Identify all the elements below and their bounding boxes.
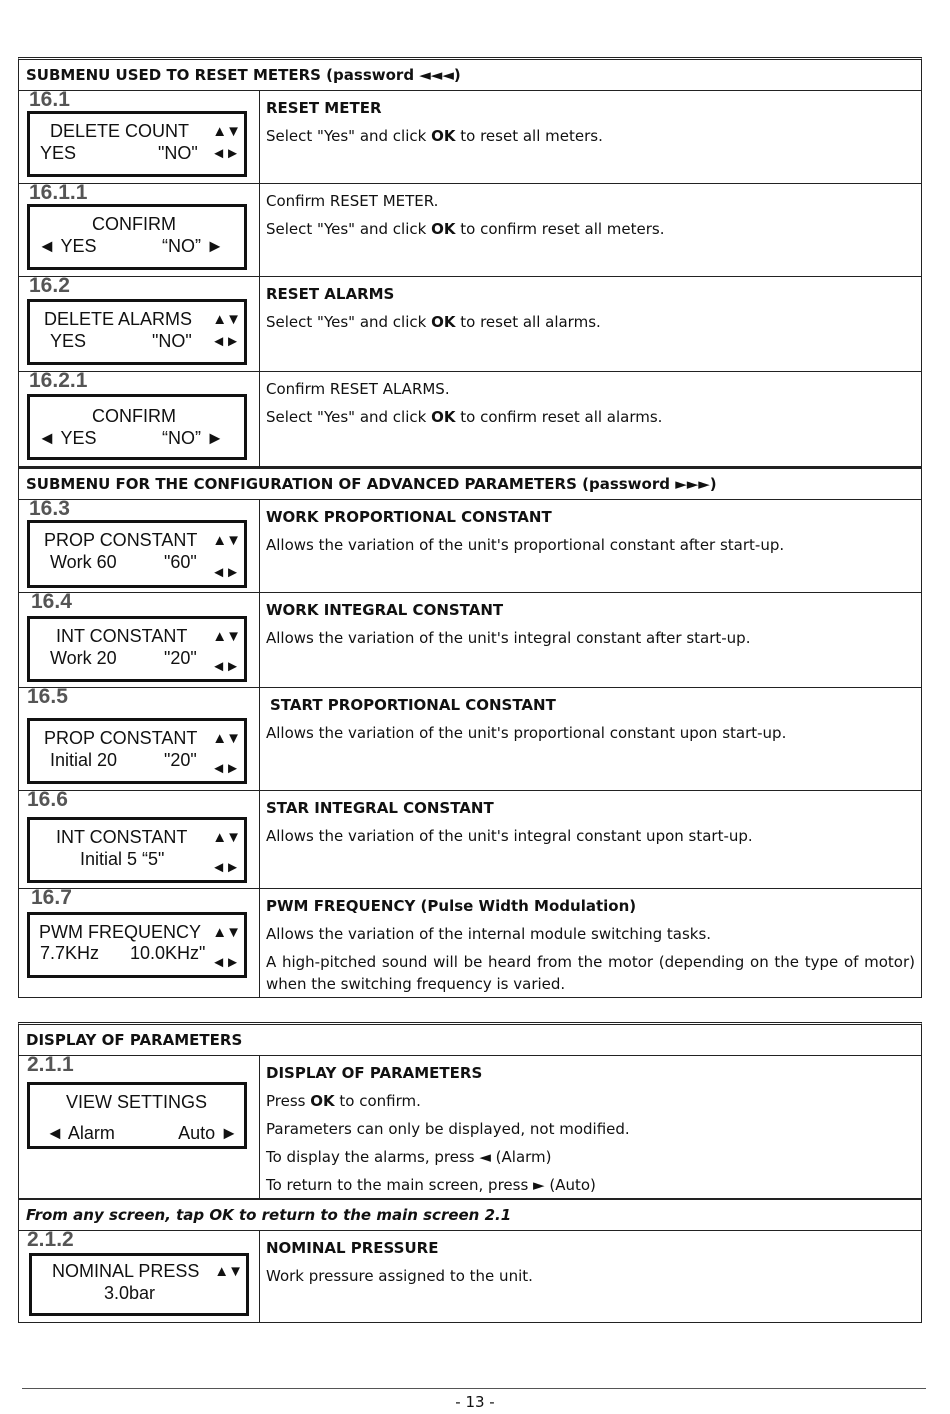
left-right-arrows-icon: ◄►	[211, 954, 239, 971]
lcd-value-left: Initial 5 “5"	[80, 849, 165, 869]
lcd-value: 3.0bar	[104, 1283, 156, 1303]
lcd-option-no: "NO"	[152, 331, 192, 351]
screen-number: 16.5	[27, 685, 68, 708]
lcd-line1: PROP CONSTANT	[44, 728, 198, 748]
row-title: WORK PROPORTIONAL CONSTANT	[266, 508, 552, 526]
menu-row-16-2	[19, 274, 921, 372]
row-title: NOMINAL PRESSURE	[266, 1239, 439, 1257]
lcd-value-right: "20"	[164, 750, 197, 770]
row-text: Select "Yes" and click OK to confirm reset all alarms.	[266, 408, 663, 426]
row-title: STAR INTEGRAL CONSTANT	[266, 799, 494, 817]
menu-row-16-5	[19, 685, 921, 791]
lcd-option-alarm: ◄ Alarm	[46, 1123, 115, 1143]
lcd-line1: DELETE COUNT	[50, 121, 190, 141]
lcd-line1: CONFIRM	[92, 214, 176, 234]
menu-row-2-1-1	[19, 1053, 921, 1199]
page-number: - 13 -	[455, 1393, 495, 1411]
lcd-line1: INT CONSTANT	[56, 626, 188, 646]
up-down-arrows-icon: ▲▼	[212, 311, 240, 328]
lcd-value-right: "20"	[164, 648, 197, 668]
footer-divider	[22, 1388, 926, 1389]
row-text: Allows the variation of the unit's proportional constant upon start-up.	[266, 724, 787, 742]
row-text: Select "Yes" and click OK to confirm reset all meters.	[266, 220, 665, 238]
row-text: Work pressure assigned to the unit.	[266, 1267, 533, 1285]
row-text: Parameters can only be displayed, not modified.	[266, 1120, 630, 1138]
lcd-option-yes: YES	[50, 331, 87, 351]
lcd-value-right: 10.0KHz"	[130, 943, 206, 963]
lcd-display	[29, 1253, 249, 1316]
up-down-arrows-icon: ▲▼	[212, 628, 240, 645]
display-parameters-table	[18, 1022, 922, 1323]
row-text: To display the alarms, press ◄ (Alarm)	[266, 1148, 552, 1166]
lcd-option-yes: ◄ YES	[38, 428, 97, 448]
reset-meters-table	[18, 57, 922, 998]
lcd-line1: NOMINAL PRESS	[52, 1261, 200, 1281]
menu-row-16-3	[19, 497, 921, 593]
left-right-arrows-icon: ◄►	[211, 658, 239, 675]
lcd-option-no: “NO” ►	[162, 428, 224, 448]
row-text: Allows the variation of the unit's proportional constant after start-up.	[266, 536, 785, 554]
lcd-option-no: “NO” ►	[162, 236, 224, 256]
lcd-line1: CONFIRM	[92, 406, 176, 426]
screen-number: 2.1.2	[27, 1228, 74, 1251]
advanced-section-header: SUBMENU FOR THE CONFIGURATION OF ADVANCED PARAMETERS (password ►►►)	[19, 467, 921, 500]
reset-section-header: SUBMENU USED TO RESET METERS (password ◄◄◄)	[19, 60, 921, 91]
row-title: RESET METER	[266, 99, 382, 117]
up-down-arrows-icon: ▲▼	[212, 730, 240, 747]
lcd-display	[27, 520, 247, 588]
lcd-value-left: Work 20	[50, 648, 117, 668]
row-text: Allows the variation of the internal module switching tasks.	[266, 925, 712, 943]
up-down-arrows-icon: ▲▼	[212, 829, 240, 846]
lcd-display	[27, 912, 247, 978]
display-section-header: DISPLAY OF PARAMETERS	[19, 1025, 921, 1056]
lcd-display	[27, 718, 247, 784]
menu-row-2-1-2	[19, 1228, 921, 1322]
screen-number: 16.4	[31, 590, 72, 613]
menu-row-16-2-1	[19, 369, 921, 467]
up-down-arrows-icon: ▲▼	[212, 123, 240, 140]
row-title: START PROPORTIONAL CONSTANT	[270, 696, 556, 714]
lcd-display	[27, 204, 247, 270]
menu-row-16-7	[19, 886, 921, 997]
screen-number: 16.6	[27, 788, 68, 811]
row-text: To return to the main screen, press ► (Auto)	[266, 1176, 596, 1194]
lcd-display	[27, 299, 247, 365]
screen-number: 16.7	[31, 886, 72, 909]
menu-row-16-4	[19, 590, 921, 688]
lcd-value-left: Work 60	[50, 552, 117, 572]
left-right-arrows-icon: ◄►	[211, 859, 239, 876]
screen-number: 2.1.1	[27, 1053, 74, 1076]
row-text: Select "Yes" and click OK to reset all meters.	[266, 127, 603, 145]
screen-number: 16.1	[29, 88, 70, 111]
lcd-display	[27, 111, 247, 177]
lcd-line1: VIEW SETTINGS	[66, 1092, 208, 1112]
screen-number: 16.1.1	[29, 181, 88, 204]
row-text: Select "Yes" and click OK to reset all alarms.	[266, 313, 601, 331]
row-title: RESET ALARMS	[266, 285, 395, 303]
lcd-display	[27, 394, 247, 460]
lcd-option-yes: ◄ YES	[38, 236, 97, 256]
lcd-line1: INT CONSTANT	[56, 827, 188, 847]
row-title: DISPLAY OF PARAMETERS	[266, 1064, 483, 1082]
left-right-arrows-icon: ◄►	[211, 760, 239, 777]
lcd-value-right: "60"	[164, 552, 197, 572]
row-text: A high-pitched sound will be heard from the motor (depending on the type of motor) when the switching frequency is varied.	[266, 953, 915, 993]
screen-number: 16.2.1	[29, 369, 88, 392]
lcd-line1: PWM FREQUENCY	[39, 922, 201, 942]
lcd-option-auto: Auto ►	[178, 1123, 238, 1143]
row-title: WORK INTEGRAL CONSTANT	[266, 601, 504, 619]
up-down-arrows-icon: ▲▼	[214, 1263, 242, 1280]
screen-number: 16.2	[29, 274, 70, 297]
lcd-display	[27, 817, 247, 883]
menu-row-16-1	[19, 88, 921, 184]
left-right-arrows-icon: ◄►	[211, 333, 239, 350]
up-down-arrows-icon: ▲▼	[212, 924, 240, 941]
row-text: Allows the variation of the unit's integral constant after start-up.	[266, 629, 751, 647]
row-text: Confirm RESET ALARMS.	[266, 380, 450, 398]
left-right-arrows-icon: ◄►	[211, 564, 239, 581]
lcd-display	[27, 616, 247, 682]
up-down-arrows-icon: ▲▼	[212, 532, 240, 549]
lcd-value-left: Initial 20	[50, 750, 118, 770]
row-title: PWM FREQUENCY (Pulse Width Modulation)	[266, 897, 637, 915]
lcd-line1: DELETE ALARMS	[44, 309, 193, 329]
screen-number: 16.3	[29, 497, 70, 520]
lcd-option-yes: YES	[40, 143, 77, 163]
left-right-arrows-icon: ◄►	[211, 145, 239, 162]
return-note: From any screen, tap OK to return to the main screen 2.1	[19, 1199, 921, 1231]
lcd-display	[27, 1082, 247, 1149]
lcd-value-left: 7.7KHz	[40, 943, 100, 963]
lcd-line1: PROP CONSTANT	[44, 530, 198, 550]
lcd-option-no: "NO"	[158, 143, 198, 163]
row-text: Press OK to confirm.	[266, 1092, 421, 1110]
row-text: Confirm RESET METER.	[266, 192, 439, 210]
row-text: Allows the variation of the unit's integral constant upon start-up.	[266, 827, 753, 845]
menu-row-16-1-1	[19, 181, 921, 277]
menu-row-16-6	[19, 788, 921, 889]
